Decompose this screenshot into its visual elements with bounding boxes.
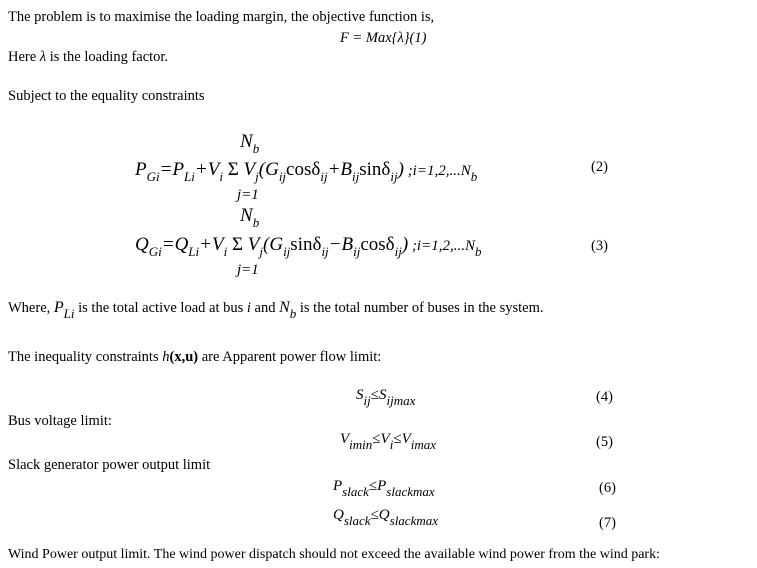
subscript: ij [353, 244, 361, 259]
symbol: V [401, 431, 411, 447]
symbol: N [240, 131, 253, 152]
subscript: Li [188, 244, 200, 259]
symbol: Q [135, 234, 149, 255]
objective-function: F = Max{λ}(1) [340, 30, 427, 46]
equation-5 [340, 431, 437, 452]
text-fragment: is the total active load at bus [74, 300, 247, 316]
operator: + [327, 159, 341, 180]
subscript: b [470, 169, 478, 184]
subscript: ij [283, 244, 291, 259]
equation-number: (6) [599, 480, 616, 496]
operator: ≤ [370, 387, 379, 403]
subscript: i [219, 169, 223, 184]
equation-7 [333, 507, 439, 528]
operator: − [328, 234, 342, 255]
wind-power-sentence: Wind Power output limit. The wind power dispatch should not exceed the available wind power from the wind park: [8, 547, 660, 562]
text-fragment: is the loading factor. [46, 49, 169, 65]
subscript: j [255, 169, 259, 184]
subscript: imax [410, 437, 437, 452]
eq3-lower-limit: j=1 [237, 262, 259, 278]
symbol: N [240, 205, 253, 226]
subscript: ij [352, 169, 360, 184]
equation-number: (3) [591, 238, 608, 254]
subscript: slack [343, 513, 371, 528]
subscript: slack [342, 484, 369, 499]
subscript: b [289, 306, 297, 321]
intro-line: The problem is to maximise the loading margin, the objective function is, [8, 9, 435, 25]
equation-number: (7) [599, 515, 616, 531]
equation-number: (4) [596, 389, 613, 405]
subscript: ij [320, 169, 328, 184]
trig: sinδ [359, 159, 391, 180]
subscript: b [252, 215, 260, 230]
operator: = [161, 234, 175, 255]
subscript: ij [321, 244, 329, 259]
operator: ≤ [368, 478, 378, 494]
where-sentence [8, 299, 544, 321]
operator: ≤ [370, 507, 379, 523]
symbol: Q [333, 507, 344, 523]
equation-number: (5) [596, 434, 613, 450]
symbol: i [246, 300, 251, 316]
symbol: P [135, 159, 147, 180]
sum-symbol: Σ [231, 234, 244, 255]
subscript: ij [390, 169, 398, 184]
symbol: V [247, 234, 260, 255]
operator: ≤ [372, 431, 381, 447]
subscript: Gi [146, 169, 160, 184]
trig: cosδ [360, 234, 395, 255]
symbol: P [333, 478, 343, 494]
symbol: V [207, 159, 220, 180]
subscript: imin [349, 437, 373, 452]
subscript: slackmax [386, 484, 435, 499]
symbol: V [211, 234, 224, 255]
subscript: i [389, 437, 394, 452]
subscript: ij [394, 244, 402, 259]
subscript: b [252, 141, 260, 156]
inequality-heading [8, 350, 381, 365]
slack-generator-label: Slack generator power output limit [8, 457, 211, 473]
symbol: P [172, 159, 185, 180]
symbol: Q [174, 234, 189, 255]
paren: ) [401, 234, 409, 255]
symbol: (x,u) [169, 349, 199, 365]
symbol: G [265, 159, 279, 180]
equation-4 [356, 387, 416, 408]
symbol: P [377, 478, 387, 494]
subscript: Li [63, 306, 75, 321]
eq3-upper-limit [240, 205, 260, 230]
subscript: slackmax [389, 513, 439, 528]
symbol: P [53, 299, 64, 316]
equality-constraints-heading: Subject to the equality constraints [8, 88, 205, 104]
paren: ( [258, 159, 266, 180]
symbol: N [279, 299, 290, 316]
subscript: b [474, 244, 482, 259]
trig: sinδ [290, 234, 322, 255]
equation-number: (2) [591, 159, 608, 175]
text-fragment: and [250, 300, 280, 316]
operator: ≤ [393, 431, 402, 447]
index-range: ;i=1,2,...N [408, 238, 475, 254]
subscript: ij [363, 393, 371, 408]
equation-6 [333, 478, 435, 499]
symbol: S [378, 387, 387, 403]
text-fragment: Where, [8, 300, 54, 316]
symbol: V [243, 159, 256, 180]
symbol: B [341, 234, 354, 255]
eq2-lower-limit: j=1 [237, 187, 259, 203]
symbol: B [340, 159, 352, 180]
symbol: Q [378, 507, 390, 523]
bus-voltage-label: Bus voltage limit: [8, 413, 112, 429]
subscript: ij [278, 169, 287, 184]
symbol: V [380, 431, 390, 447]
lambda-symbol: λ [39, 49, 47, 65]
trig: cosδ [286, 159, 321, 180]
subscript: Gi [148, 244, 162, 259]
symbol: V [340, 431, 350, 447]
symbol: S [356, 387, 364, 403]
text-fragment: is the total number of buses in the system. [296, 300, 544, 316]
text-fragment: are Apparent power flow limit: [198, 349, 382, 365]
text-fragment: The inequality constraints [8, 349, 163, 365]
operator: = [159, 159, 173, 180]
symbol: G [269, 234, 284, 255]
equation-2 [135, 159, 478, 184]
paren: ) [397, 159, 404, 180]
lambda-definition [8, 50, 168, 65]
eq2-upper-limit [240, 131, 260, 156]
sum-symbol: Σ [227, 159, 239, 180]
index-range: ;i=1,2,...N [403, 163, 471, 179]
equation-3 [135, 234, 482, 259]
subscript: Li [184, 169, 195, 184]
subscript: ijmax [386, 393, 416, 408]
operator: + [199, 234, 212, 255]
text-fragment: Here [8, 49, 40, 65]
operator: + [194, 159, 208, 180]
symbol: h [162, 349, 170, 365]
paren: ( [263, 234, 270, 255]
subscript: i [223, 244, 228, 259]
subscript: j [259, 244, 263, 259]
